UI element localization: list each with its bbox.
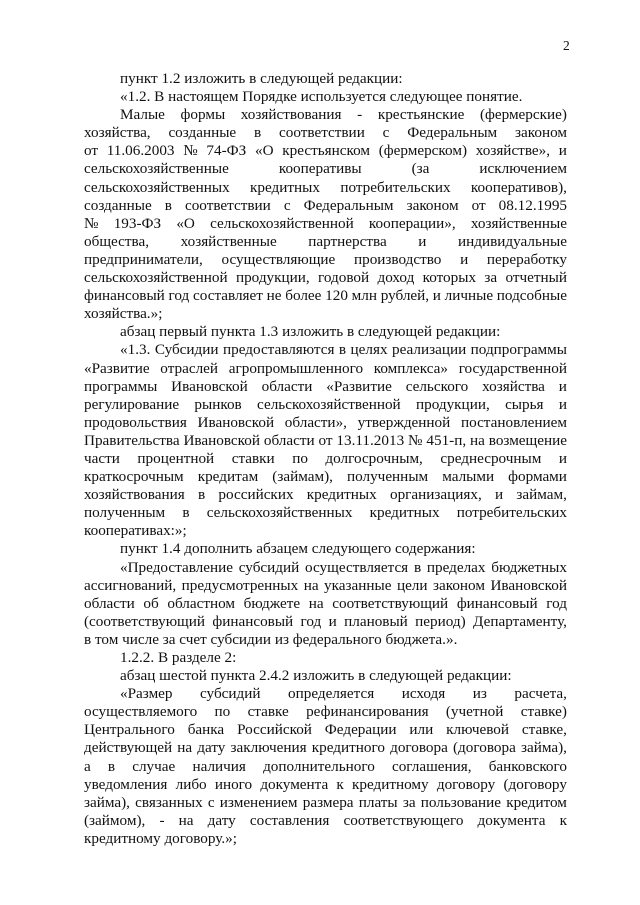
paragraph — [84, 106, 567, 323]
paragraph — [84, 559, 567, 649]
text-line: программы Ивановской области «Развитие сельского хозяйства и — [84, 377, 567, 395]
text-line: хозяйства, созданные в соответствии с Федеральным законом — [84, 124, 567, 142]
text-line: предприниматели, осуществляющие производство и переработку — [84, 250, 567, 268]
text-line: «Размер субсидий определяется исходя из расчета, — [120, 685, 567, 703]
text-line: «Предоставление субсидий осуществляется в пределах бюджетных — [120, 558, 567, 576]
text-line: финансовый год составляет не более 120 млн рублей, и личные подсобные — [84, 287, 567, 305]
text-line: краткосрочным кредитам (займам), полученным малыми формами — [84, 468, 567, 486]
text-line: осуществляемого по ставке рефинансирования (учетной ставке) — [84, 703, 567, 721]
text-line: абзац первый пункта 1.3 изложить в следующей редакции: — [120, 323, 501, 341]
text-line: № 193-ФЗ «О сельскохозяйственной кооперации», хозяйственные — [84, 214, 567, 232]
paragraph — [84, 649, 567, 667]
text-line: сельскохозяйственных кредитных потребительских кооперативов), — [84, 178, 567, 196]
text-line: хозяйства.»; — [84, 305, 163, 323]
text-line: «1.3. Субсидии предоставляются в целях реализации подпрограммы — [120, 341, 567, 359]
text-line: (соответствующий финансовый год и плановый период) Департаменту, — [84, 612, 567, 630]
text-line: сельскохозяйственные кооперативы (за исключением — [84, 160, 567, 178]
text-line: хозяйствования в российских кредитных организациях, и займам, — [84, 486, 567, 504]
document-body — [84, 70, 567, 848]
text-line: кооперативах:»; — [84, 522, 187, 540]
text-line: от 11.06.2003 № 74-ФЗ «О крестьянском (фермерском) хозяйстве», и — [84, 142, 567, 160]
text-line: продовольствия Ивановской области», утвержденной постановлением — [84, 413, 567, 431]
text-line: полученным в сельскохозяйственных кредитных потребительских — [84, 504, 567, 522]
text-line: регулирование рынков сельскохозяйственной продукции, сырья и — [84, 395, 567, 413]
text-line: Центрального банка Российской Федерации или ключевой ставке, — [84, 721, 567, 739]
text-line: пункт 1.2 изложить в следующей редакции: — [120, 70, 403, 87]
text-line: кредитному договору.»; — [84, 829, 237, 847]
text-line: общества, хозяйственные партнерства и индивидуальные — [84, 232, 567, 250]
page-number: 2 — [563, 38, 570, 53]
text-line: области об областном бюджете на соответствующий финансовый год — [84, 594, 567, 612]
paragraph — [84, 667, 567, 685]
text-line: «1.2. В настоящем Порядке используется следующее понятие. — [120, 88, 523, 106]
text-line: уведомления либо иного документа к кредитному договору (договору — [84, 775, 567, 793]
text-line: Правительства Ивановской области от 13.11.2013 № 451-п, на возмещение — [84, 431, 567, 449]
text-line: займа), связанных с изменением размера платы за пользование кредитом — [84, 793, 567, 811]
text-line: сельскохозяйственной продукции, годовой доход которых за отчетный — [84, 269, 567, 287]
text-line: а в случае наличия дополнительного соглашения, банковского — [84, 757, 567, 775]
paragraph — [84, 540, 567, 558]
paragraph — [84, 70, 567, 88]
text-line: 1.2.2. В разделе 2: — [120, 649, 237, 666]
text-line: абзац шестой пункта 2.4.2 изложить в следующей редакции: — [120, 667, 512, 685]
paragraph — [84, 88, 567, 106]
text-line: ассигнований, предусмотренных на указанные цели законом Ивановской — [84, 576, 567, 594]
text-line: (займом), - на дату составления соответствующего документа к — [84, 811, 567, 829]
paragraph — [84, 685, 567, 848]
text-line: «Развитие отраслей агропромышленного комплекса» государственной — [84, 359, 567, 377]
paragraph — [84, 341, 567, 540]
paragraph — [84, 323, 567, 341]
text-line: части процентной ставки по долгосрочным, среднесрочным и — [84, 449, 567, 467]
text-line: в том числе за счет субсидии из федерального бюджета.». — [84, 630, 458, 648]
text-line: Малые формы хозяйствования - крестьянские (фермерские) — [120, 106, 567, 124]
text-line: созданные в соответствии с Федеральным законом от 08.12.1995 — [84, 196, 567, 214]
text-line: пункт 1.4 дополнить абзацем следующего содержания: — [120, 540, 476, 558]
text-line: действующей на дату заключения кредитного договора (договора займа), — [84, 739, 567, 757]
